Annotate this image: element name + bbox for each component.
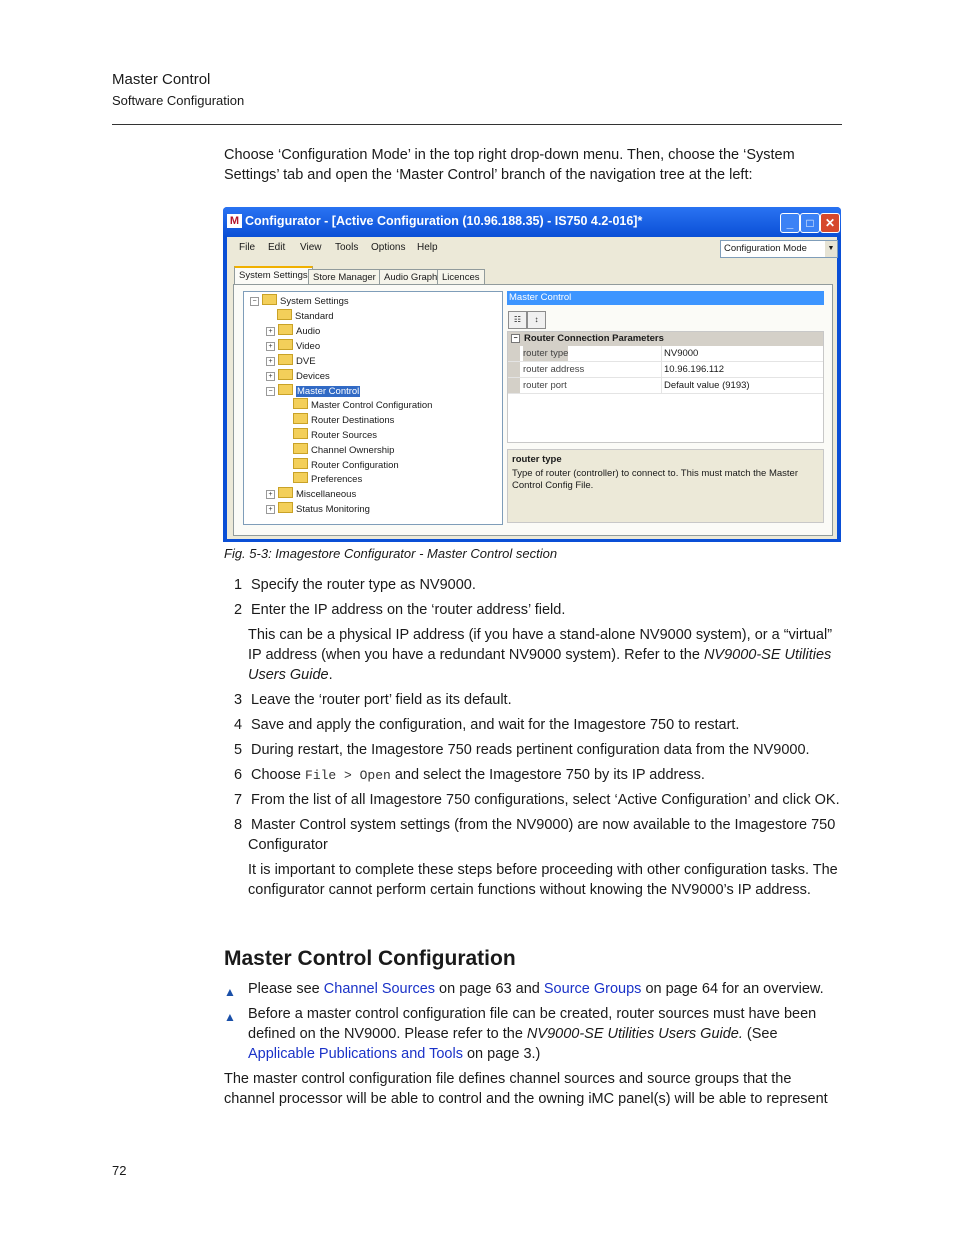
tree-node-standard[interactable]: Standard xyxy=(277,309,334,322)
section-heading: Master Control Configuration xyxy=(224,947,516,970)
menu-options[interactable]: Options xyxy=(371,242,406,253)
tree-node-router-configuration[interactable]: Router Configuration xyxy=(293,458,399,471)
tree-node-channel-ownership[interactable]: Channel Ownership xyxy=(293,443,394,456)
tree-node-router-destinations[interactable]: Router Destinations xyxy=(293,413,394,426)
window-titlebar xyxy=(223,207,841,237)
tab-audio-graph[interactable]: Audio Graph xyxy=(379,269,442,286)
tree-node-master-control[interactable]: − Master Control xyxy=(266,384,360,397)
triangle-bullet-icon: ▲ xyxy=(224,1010,236,1024)
step-8-continuation: Configurator xyxy=(248,837,328,853)
property-key: router type xyxy=(523,348,569,359)
figure-caption: Fig. 5-3: Imagestore Configurator - Master Control section xyxy=(224,546,558,561)
link-applicable-publications[interactable]: Applicable Publications and Tools xyxy=(248,1046,463,1062)
folder-icon xyxy=(293,413,308,424)
running-header-subtitle: Software Configuration xyxy=(112,93,245,108)
tree-node-master-control-configuration[interactable]: Master Control Configuration xyxy=(293,398,432,411)
header-rule xyxy=(112,124,842,125)
property-row-router-type[interactable] xyxy=(508,346,823,362)
property-row-router-address[interactable] xyxy=(508,362,823,378)
property-value[interactable]: 10.96.196.112 xyxy=(661,362,724,377)
menu-edit[interactable]: Edit xyxy=(268,242,286,253)
folder-icon xyxy=(293,443,308,454)
help-text: Type of router (controller) to connect to. This must match the Master Control Config File. xyxy=(512,468,798,491)
tree-node-dve[interactable]: + DVE xyxy=(266,354,316,367)
menu-file[interactable]: File xyxy=(239,242,256,253)
folder-icon xyxy=(262,294,277,305)
link-source-groups[interactable]: Source Groups xyxy=(543,981,642,997)
folder-icon xyxy=(293,472,308,483)
property-value[interactable]: Default value (9193) xyxy=(661,378,750,393)
folder-icon xyxy=(278,384,293,395)
tree-node-miscellaneous[interactable]: + Miscellaneous xyxy=(266,487,356,500)
folder-icon xyxy=(278,487,293,498)
folder-icon xyxy=(278,339,293,350)
collapse-icon[interactable]: − xyxy=(250,297,259,306)
running-header-title: Master Control xyxy=(112,71,211,88)
expand-icon[interactable]: + xyxy=(266,372,275,381)
expand-icon[interactable]: + xyxy=(266,342,275,351)
close-button[interactable]: ✕ xyxy=(820,213,840,233)
step-2-note: This can be a physical IP address (if you have a stand-alone NV9000 system), or a “virtual” IP address (when you have a redundant NV9000 system). Refer to the NV9000-SE Utilities Users Guide. xyxy=(248,627,833,683)
tree-node-router-sources[interactable]: Router Sources xyxy=(293,428,377,441)
expand-icon[interactable]: + xyxy=(266,490,275,499)
property-help-box xyxy=(507,449,824,523)
triangle-bullet-icon: ▲ xyxy=(224,985,236,999)
link-channel-sources[interactable]: Channel Sources xyxy=(323,981,436,997)
tab-system-settings[interactable]: System Settings xyxy=(234,266,313,287)
configurator-window-screenshot xyxy=(223,207,841,542)
menu-tools[interactable]: Tools xyxy=(335,242,359,253)
folder-icon xyxy=(293,398,308,409)
folder-icon xyxy=(278,324,293,335)
property-panel xyxy=(507,291,824,523)
intro-paragraph: Choose ‘Configuration Mode’ in the top right drop-down menu. Then, choose the ‘System Settings’ tab and open the ‘Master Control’ branch of the navigation tree at the left: xyxy=(224,147,795,183)
folder-icon xyxy=(293,458,308,469)
expand-icon[interactable]: + xyxy=(266,357,275,366)
categorized-view-icon[interactable]: ☷ xyxy=(508,311,527,329)
property-grid xyxy=(507,331,824,443)
folder-icon xyxy=(278,369,293,380)
code-file-open: File > Open xyxy=(305,768,391,783)
dropdown-arrow-icon[interactable]: ▼ xyxy=(825,241,837,257)
app-logo-icon: M xyxy=(227,214,242,228)
page-number: 72 xyxy=(112,1163,127,1178)
folder-icon xyxy=(293,428,308,439)
menu-help[interactable]: Help xyxy=(417,242,438,253)
property-key: router address xyxy=(523,364,585,375)
closing-paragraph: The master control configuration file defines channel sources and source groups that the channel processor will be able to control and the owning iMC panel(s) will be able to represent xyxy=(224,1071,828,1107)
collapse-icon[interactable]: − xyxy=(266,387,275,396)
help-title: router type xyxy=(512,454,562,465)
property-row-router-port[interactable] xyxy=(508,378,823,394)
menu-bar xyxy=(227,237,837,259)
maximize-button[interactable]: □ xyxy=(800,213,820,233)
collapse-icon[interactable]: − xyxy=(511,334,520,343)
panel-title: Master Control xyxy=(507,291,824,305)
mode-dropdown[interactable] xyxy=(720,240,838,258)
folder-icon xyxy=(278,502,293,513)
sort-alphabetical-icon[interactable]: ↕ xyxy=(527,311,546,329)
tree-node-audio[interactable]: + Audio xyxy=(266,324,320,337)
folder-icon xyxy=(278,354,293,365)
tree-node-devices[interactable]: + Devices xyxy=(266,369,330,382)
tab-store-manager[interactable]: Store Manager xyxy=(308,269,381,286)
folder-icon xyxy=(277,309,292,320)
minimize-button[interactable]: _ xyxy=(780,213,800,233)
tab-panel xyxy=(233,284,833,536)
tree-node-status-monitoring[interactable]: + Status Monitoring xyxy=(266,502,370,515)
property-key: router port xyxy=(523,380,567,391)
property-value[interactable]: NV9000 xyxy=(661,346,698,361)
menu-view[interactable]: View xyxy=(300,242,322,253)
window-title: Configurator - [Active Configuration (10.96.188.35) - IS750 4.2-016]* xyxy=(245,214,643,228)
tab-licences[interactable]: Licences xyxy=(437,269,485,286)
tree-node-preferences[interactable]: Preferences xyxy=(293,472,362,485)
category-label: Router Connection Parameters xyxy=(524,333,664,344)
category-row[interactable] xyxy=(508,332,823,346)
mode-dropdown-value: Configuration Mode xyxy=(724,243,807,254)
tree-node-video[interactable]: + Video xyxy=(266,339,320,352)
expand-icon[interactable]: + xyxy=(266,327,275,336)
navigation-tree xyxy=(243,291,503,525)
window-client-area xyxy=(227,237,837,539)
expand-icon[interactable]: + xyxy=(266,505,275,514)
tree-node-system-settings[interactable]: − System Settings xyxy=(250,294,349,307)
step-8-note: It is important to complete these steps before proceeding with other configuration tasks. The configurator cannot perform certain functions without knowing the NV9000’s IP address. xyxy=(248,862,838,898)
